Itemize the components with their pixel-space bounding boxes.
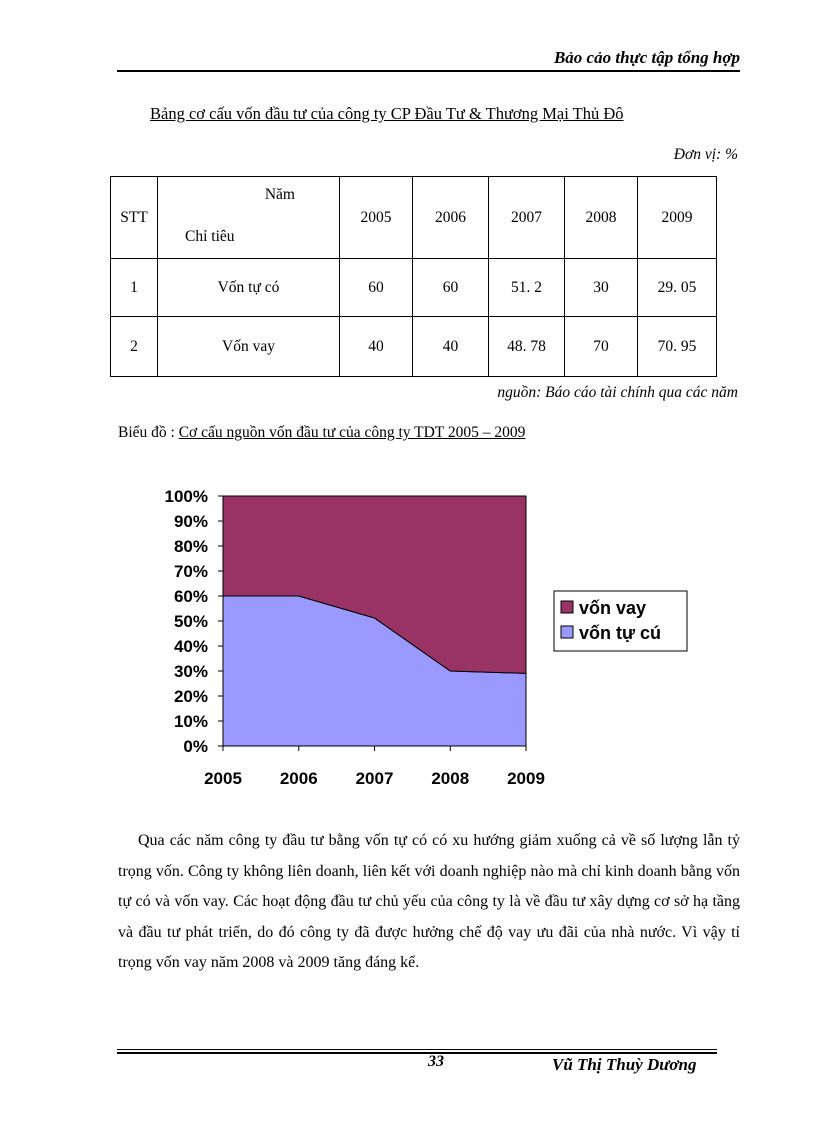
x-tick-label: 2005 <box>204 769 242 788</box>
table-title: Bảng cơ cấu vốn đầu tư của công ty CP Đầu Tư & Thương Mại Thủ Đô <box>150 104 624 123</box>
header-year: 2009 <box>638 177 717 259</box>
y-tick-label: 80% <box>173 537 208 556</box>
analysis-paragraph: Qua các năm công ty đầu tư bằng vốn tự có có xu hướng giảm xuống cả về số lượng lẫn tỷ trọng vốn. Công ty không liên doanh, liên kết với doanh nghiệp nào mà chỉ kinh doanh bằng vốn tự có và vốn vay. Các hoạt động đầu tư chủ yếu của công ty là về đầu tư xây dựng cơ sở hạ tầng và đầu tư phát triển, do đó công ty đã được hưởng chế độ vay ưu đãi của nhà nước. Vì vậy tỉ trọng vốn vay năm 2008 và 2009 tăng đáng kể. <box>118 832 740 971</box>
y-tick-label: 20% <box>173 687 208 706</box>
chart-caption-text: Cơ cấu nguồn vốn đầu tư của công ty TDT 2005 – 2009 <box>178 424 526 441</box>
x-tick-label: 2006 <box>279 769 318 788</box>
row-value: 30 <box>565 259 638 317</box>
row-value: 70. 95 <box>638 317 717 377</box>
page-number: 33 <box>428 1053 444 1070</box>
legend-label: vốn tự cú <box>579 623 662 643</box>
row-value: 60 <box>413 259 489 317</box>
chart-caption-prefix: Biểu đồ : <box>118 424 179 441</box>
footer-rule-thick <box>117 1052 717 1054</box>
row-value: 70 <box>565 317 638 377</box>
x-tick-label: 2007 <box>355 769 394 788</box>
header-year: 2005 <box>340 177 413 259</box>
chart-caption <box>118 424 525 442</box>
header-year: 2008 <box>565 177 638 259</box>
y-tick-label: 90% <box>173 512 208 531</box>
source-note: nguồn: Báo cáo tài chính qua các năm <box>497 384 738 401</box>
x-tick-label: 2009 <box>507 769 545 788</box>
author-name: Vũ Thị Thuỳ Dương <box>552 1055 697 1074</box>
legend-swatch <box>561 626 573 638</box>
legend-label: vốn vay <box>579 598 647 618</box>
header-stt: STT <box>111 177 158 259</box>
row-value: 48. 78 <box>489 317 565 377</box>
y-tick-label: 40% <box>173 637 208 656</box>
table-row <box>111 317 717 377</box>
y-tick-label: 30% <box>173 662 208 681</box>
table-header-row <box>111 177 717 259</box>
row-name: Vốn tự có <box>158 259 340 317</box>
y-tick-label: 70% <box>173 562 208 581</box>
row-value: 40 <box>413 317 489 377</box>
capital-structure-table <box>110 176 717 377</box>
unit-label: Đơn vị: % <box>673 146 738 163</box>
row-stt: 1 <box>111 259 158 317</box>
row-name: Vốn vay <box>158 317 340 377</box>
header-criteria-label: Chỉ tiêu <box>185 228 235 245</box>
row-stt: 2 <box>111 317 158 377</box>
header-rule <box>117 70 740 72</box>
capital-structure-chart <box>140 478 700 798</box>
header-year: 2007 <box>489 177 565 259</box>
header-title: Bảo cảo thực tập tổng hợp <box>553 48 740 67</box>
y-tick-label: 60% <box>173 587 208 606</box>
row-value: 40 <box>340 317 413 377</box>
row-value: 60 <box>340 259 413 317</box>
header-year: 2006 <box>413 177 489 259</box>
y-tick-label: 0% <box>183 737 208 756</box>
header-year-label: Năm <box>264 186 295 203</box>
x-tick-label: 2008 <box>431 769 470 788</box>
header-year-criteria <box>158 177 340 259</box>
legend-swatch <box>561 601 573 613</box>
y-tick-label: 100% <box>164 487 208 506</box>
footer-rule <box>117 1049 717 1050</box>
y-tick-label: 50% <box>173 612 208 631</box>
row-value: 51. 2 <box>489 259 565 317</box>
y-tick-label: 10% <box>173 712 208 731</box>
row-value: 29. 05 <box>638 259 717 317</box>
table-row <box>111 259 717 317</box>
